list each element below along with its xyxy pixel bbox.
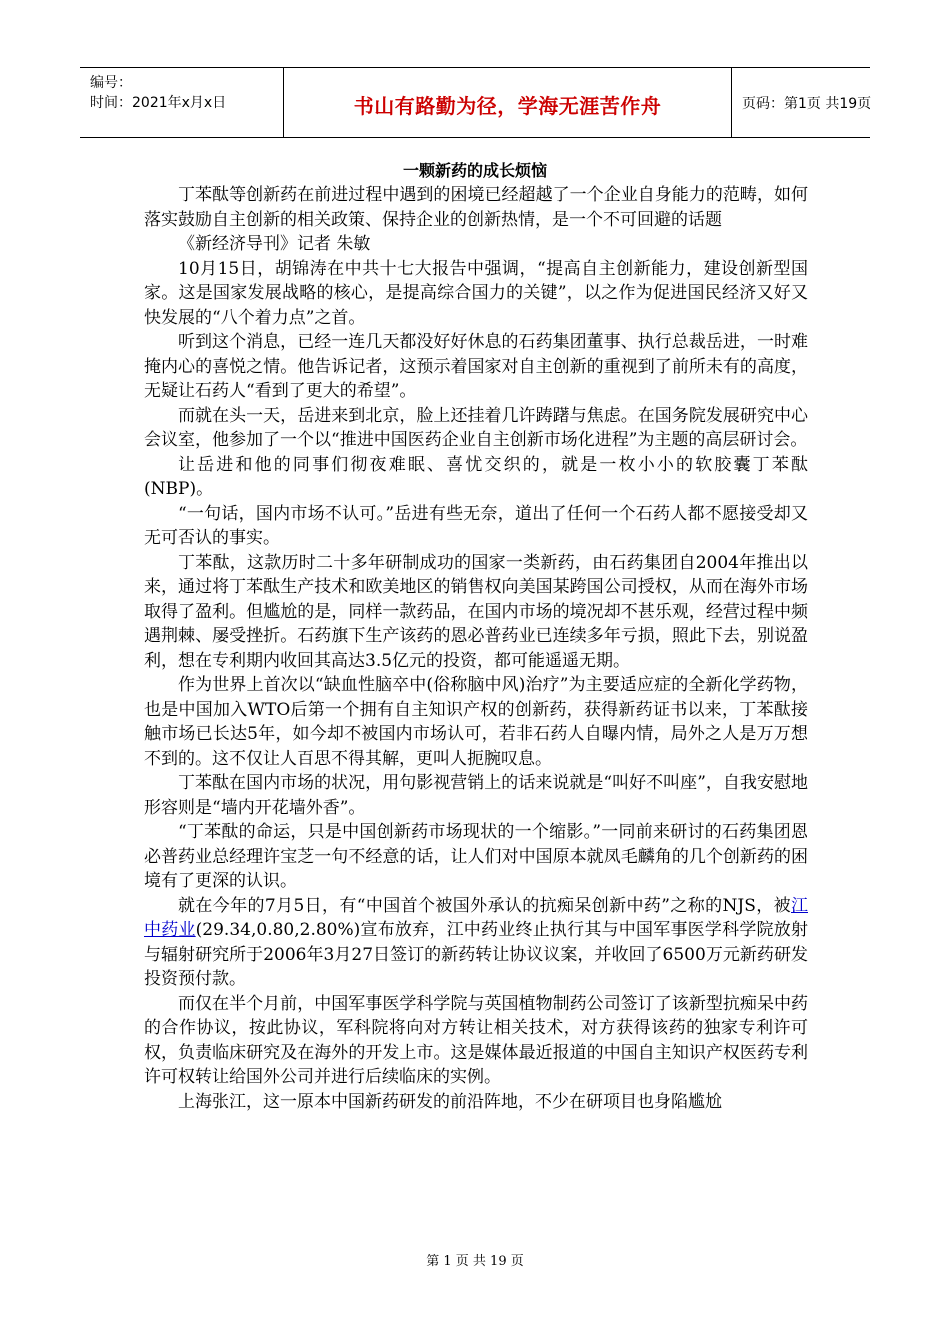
paragraph-lead: 丁苯酞等创新药在前进过程中遇到的困境已经超越了一个企业自身能力的范畴，如何落实鼓励自主创新的相关政策、保持企业的创新热情，是一个不可回避的话题: [144, 185, 808, 230]
header-page-info: 页码：第1页 共19页: [742, 96, 872, 112]
page-footer: 第 1 页 共 19 页: [426, 1254, 524, 1269]
njs-text-before: 就在今年的7月5日，有“中国首个被国外承认的抗痴呆创新中药”之称的NJS，被: [178, 895, 791, 916]
paragraph: 让岳进和他的同事们彻夜难眠、喜忧交织的，就是一枚小小的软胶囊丁苯酞(NBP)。: [144, 454, 808, 499]
paragraph: 上海张江，这一原本中国新药研发的前沿阵地，不少在研项目也身陷尴尬: [178, 1091, 722, 1112]
paragraph: “一句话，国内市场不认可。”岳进有些无奈，道出了任何一个石药人都不愿接受却又无可否认的事实。: [144, 503, 808, 548]
paragraph: 作为世界上首次以“缺血性脑卒中(俗称脑中风)治疗”为主要适应症的全新化学药物，也是中国加入WTO后第一个拥有自主知识产权的创新药，获得新药证书以来，丁苯酞接触市场已长达5年，如今却不被国内市场认可，若非石药人自曝内情，局外之人是万万想不到的。这不仅让人百思不得其解，更叫人扼腕叹息。: [144, 675, 808, 769]
paragraph: 听到这个消息，已经一连几天都没好好休息的石药集团董事、执行总裁岳进，一时难掩内心的喜悦之情。他告诉记者，这预示着国家对自主创新的重视到了前所未有的高度，无疑让石药人“看到了更大的希望”。: [144, 332, 808, 401]
article-body: [144, 183, 808, 1114]
header-table: [80, 67, 870, 138]
document-code-label: 编号：: [90, 75, 132, 91]
paragraph: 丁苯酞，这款历时二十多年研制成功的国家一类新药，由石药集团自2004年推出以来，通过将丁苯酞生产技术和欧美地区的销售权向美国某跨国公司授权，从而在海外市场取得了盈利。但尴尬的是，同样一款药品，在国内市场的境况却不甚乐观，经营过程中频遇荆棘、屡受挫折。石药旗下生产该药的恩必普药业已连续多年亏损，照此下去，别说盈利，想在专利期内收回其高达3.5亿元的投资，都可能遥遥无期。: [144, 552, 808, 671]
header-motto-cell: [284, 68, 732, 137]
paragraph: 丁苯酞在国内市场的状况，用句影视营销上的话来说就是“叫好不叫座”，自我安慰地形容则是“墙内开花墙外香”。: [144, 773, 808, 818]
njs-text-after: (29.34,0.80,2.80%)宣布放弃，江中药业终止执行其与中国军事医学科学院放射与辐射研究所于2006年3月27日签订的新药转让协议议案，并收回了6500万元新药研发投资预付款。: [144, 920, 808, 989]
paragraph: 而仅在半个月前，中国军事医学科学院与英国植物制药公司签订了该新型抗痴呆中药的合作协议，按此协议，军科院将向对方转让相关技术，对方获得该药的独家专利许可权，负责临床研究及在海外的开发上市。这是媒体最近报道的中国自主知识产权医药专利许可权转让给国外公司并进行后续临床的实例。: [144, 993, 808, 1087]
paragraph-njs: [144, 894, 808, 992]
document-date-label: 时间：2021年x月x日: [90, 95, 227, 111]
header-meta-cell: [80, 68, 284, 137]
paragraph-byline: 《新经济导刊》记者 朱敏: [178, 234, 371, 254]
paragraph: 而就在头一天，岳进来到北京，脸上还挂着几许踌躇与焦虑。在国务院发展研究中心会议室，他参加了一个以“推进中国医药企业自主创新市场化进程”为主题的高层研讨会。: [144, 405, 808, 450]
header-motto: 书山有路勤为径，学海无涯苦作舟: [353, 94, 662, 118]
header-page-cell: [732, 68, 870, 137]
article-title: 一颗新药的成长烦恼: [402, 161, 547, 180]
paragraph: “丁苯酞的命运，只是中国创新药市场现状的一个缩影。”一同前来研讨的石药集团恩必普药业总经理许宝芝一句不经意的话，让人们对中国原本就凤毛麟角的几个创新药的困境有了更深的认识。: [144, 822, 808, 891]
jiangzhong-link[interactable]: 江中药业: [144, 895, 808, 940]
paragraph: 10月15日，胡锦涛在中共十七大报告中强调，“提高自主创新能力，建设创新型国家。这是国家发展战略的核心，是提高综合国力的关键”，以之作为促进国民经济又好又快发展的“八个着力点”之首。: [144, 258, 808, 328]
